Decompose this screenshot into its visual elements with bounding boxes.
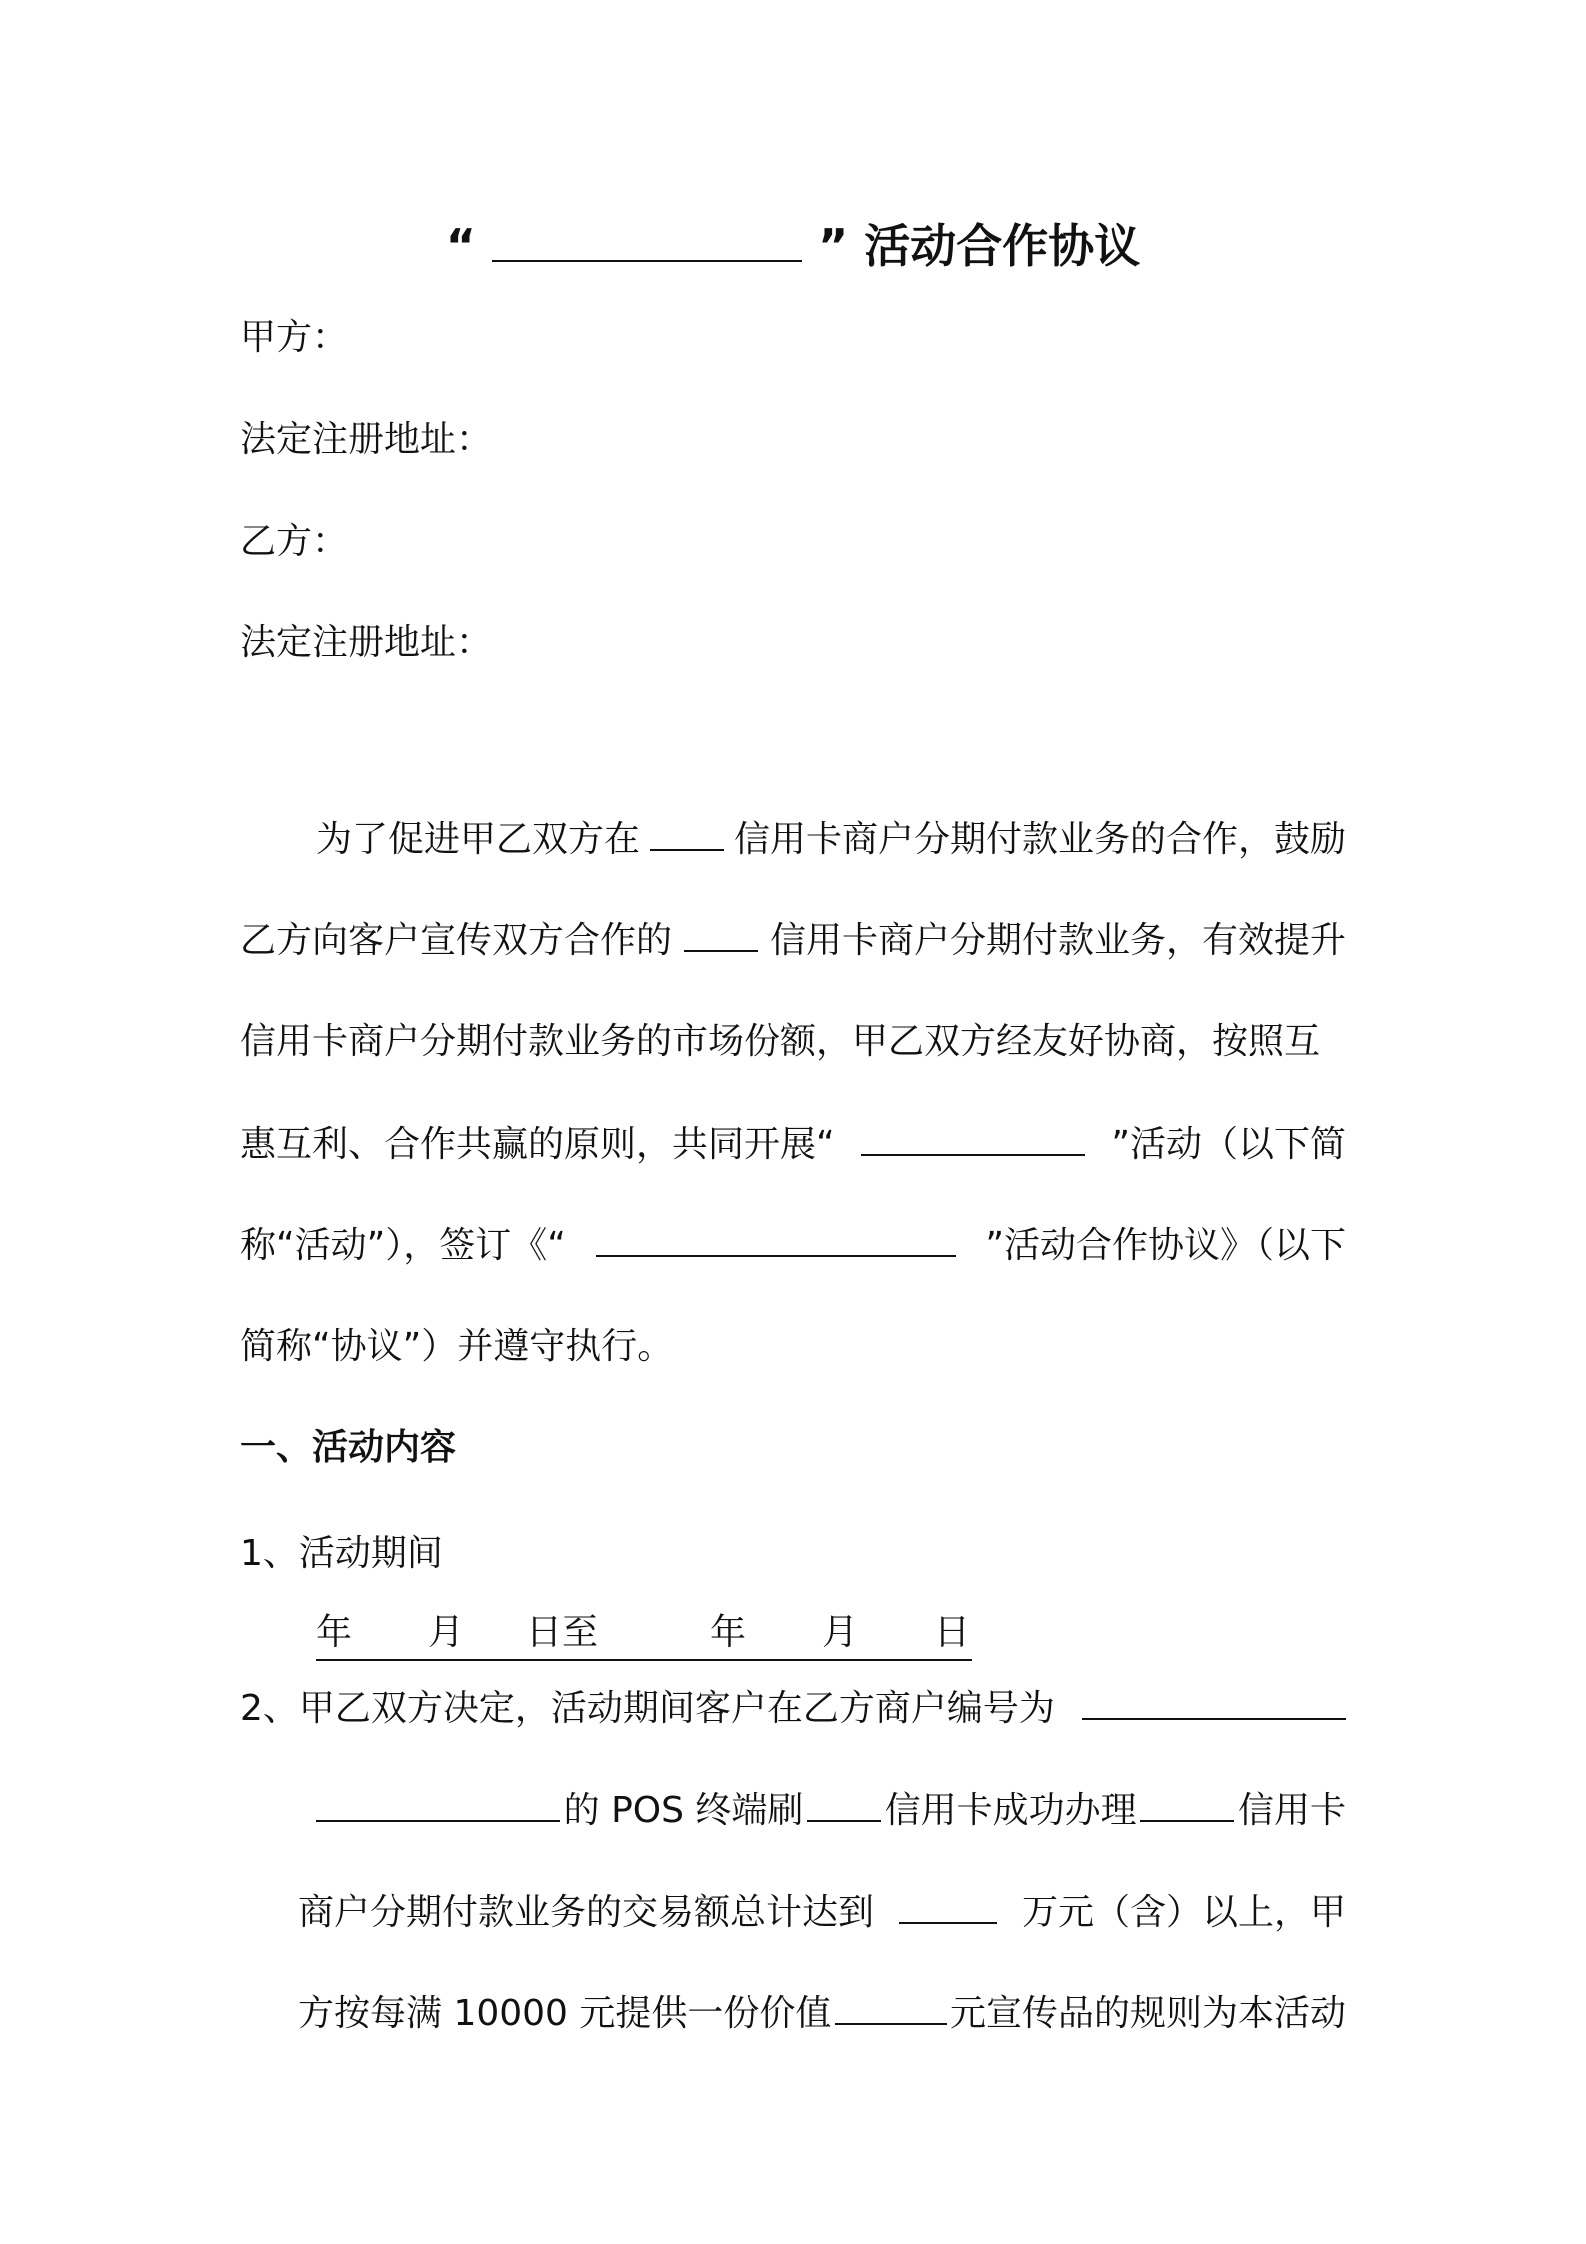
end-day-label: 日 — [934, 1612, 971, 1653]
item-2-l4-a: 方按每满 10000 元提供一份价值 — [298, 1993, 832, 2034]
intro-l5-b: ”活动合作协议》（以下 — [985, 1225, 1346, 1266]
party-a-address-label: 法定注册地址： — [240, 419, 493, 460]
intro-l5-a: 称“活动”），签订《“ — [240, 1225, 566, 1266]
item-2-l1-text: 2、甲乙双方决定，活动期间客户在乙方商户编号为 — [240, 1688, 1055, 1729]
item-2-line-1 — [240, 1682, 1346, 1734]
intro-line-2 — [240, 914, 1346, 966]
item-2-line-3 — [298, 1886, 1346, 1938]
intro-l2-a: 乙方向客户宣传双方合作的 — [240, 920, 673, 961]
intro-blank-2 — [684, 914, 758, 952]
start-day-label: 日至 — [526, 1612, 599, 1653]
title-open-quote: “ — [445, 219, 476, 273]
intro-l4-a: 惠互利、合作共赢的原则，共同开展“ — [240, 1124, 835, 1165]
merchant-number-blank-2 — [316, 1784, 560, 1822]
installment-bank-blank — [1140, 1784, 1234, 1822]
amount-threshold-blank — [899, 1886, 997, 1924]
end-month-label: 月 — [822, 1612, 859, 1653]
item-2-line-2 — [316, 1784, 1346, 1836]
title-suffix: 活动合作协议 — [864, 219, 1141, 273]
party-a-label: 甲方： — [240, 317, 349, 358]
intro-line-6: 简称“协议”）并遵守执行。 — [240, 1326, 674, 1367]
section-1-heading: 一、活动内容 — [240, 1427, 457, 1468]
intro-line-4 — [240, 1118, 1346, 1170]
party-b-address-label: 法定注册地址： — [240, 622, 493, 663]
merchant-number-blank-1 — [1082, 1682, 1346, 1720]
gift-value-blank — [835, 1987, 947, 2025]
end-year-label: 年 — [710, 1612, 747, 1653]
item-2-l2-b: 信用卡成功办理 — [884, 1790, 1137, 1831]
party-b-label: 乙方： — [240, 521, 349, 562]
card-bank-blank — [807, 1784, 881, 1822]
intro-l1-a: 为了促进甲乙双方在 — [316, 819, 641, 860]
start-year-label: 年 — [316, 1612, 353, 1653]
activity-name-blank — [861, 1118, 1085, 1156]
title-blank — [492, 210, 802, 262]
intro-line-1 — [316, 813, 1346, 865]
agreement-name-blank — [596, 1219, 956, 1257]
intro-l1-b: 信用卡商户分期付款业务的合作，鼓励 — [733, 819, 1346, 860]
item-1-label: 1、活动期间 — [240, 1533, 443, 1574]
item-2-l2-a: 的 POS 终端刷 — [563, 1790, 804, 1831]
item-2-l3-a: 商户分期付款业务的交易额总计达到 — [298, 1892, 875, 1933]
intro-line-5 — [240, 1219, 1346, 1271]
intro-l2-b: 信用卡商户分期付款业务，有效提升 — [769, 920, 1346, 961]
document-title — [0, 210, 1586, 278]
intro-blank-1 — [650, 813, 724, 851]
start-month-label: 月 — [428, 1612, 465, 1653]
item-2-l3-b: 万元（含）以上，甲 — [1021, 1892, 1346, 1933]
item-2-l4-b: 元宣传品的规则为本活动 — [949, 1993, 1346, 2034]
title-close-quote: ” — [818, 219, 849, 273]
item-2-line-4 — [298, 1987, 1346, 2039]
intro-line-3: 信用卡商户分期付款业务的市场份额，甲乙双方经友好协商，按照互 — [240, 1021, 1321, 1062]
activity-date-line — [316, 1607, 972, 1661]
item-2-l2-c: 信用卡 — [1237, 1790, 1346, 1831]
intro-l4-b: ”活动（以下简 — [1111, 1124, 1346, 1165]
